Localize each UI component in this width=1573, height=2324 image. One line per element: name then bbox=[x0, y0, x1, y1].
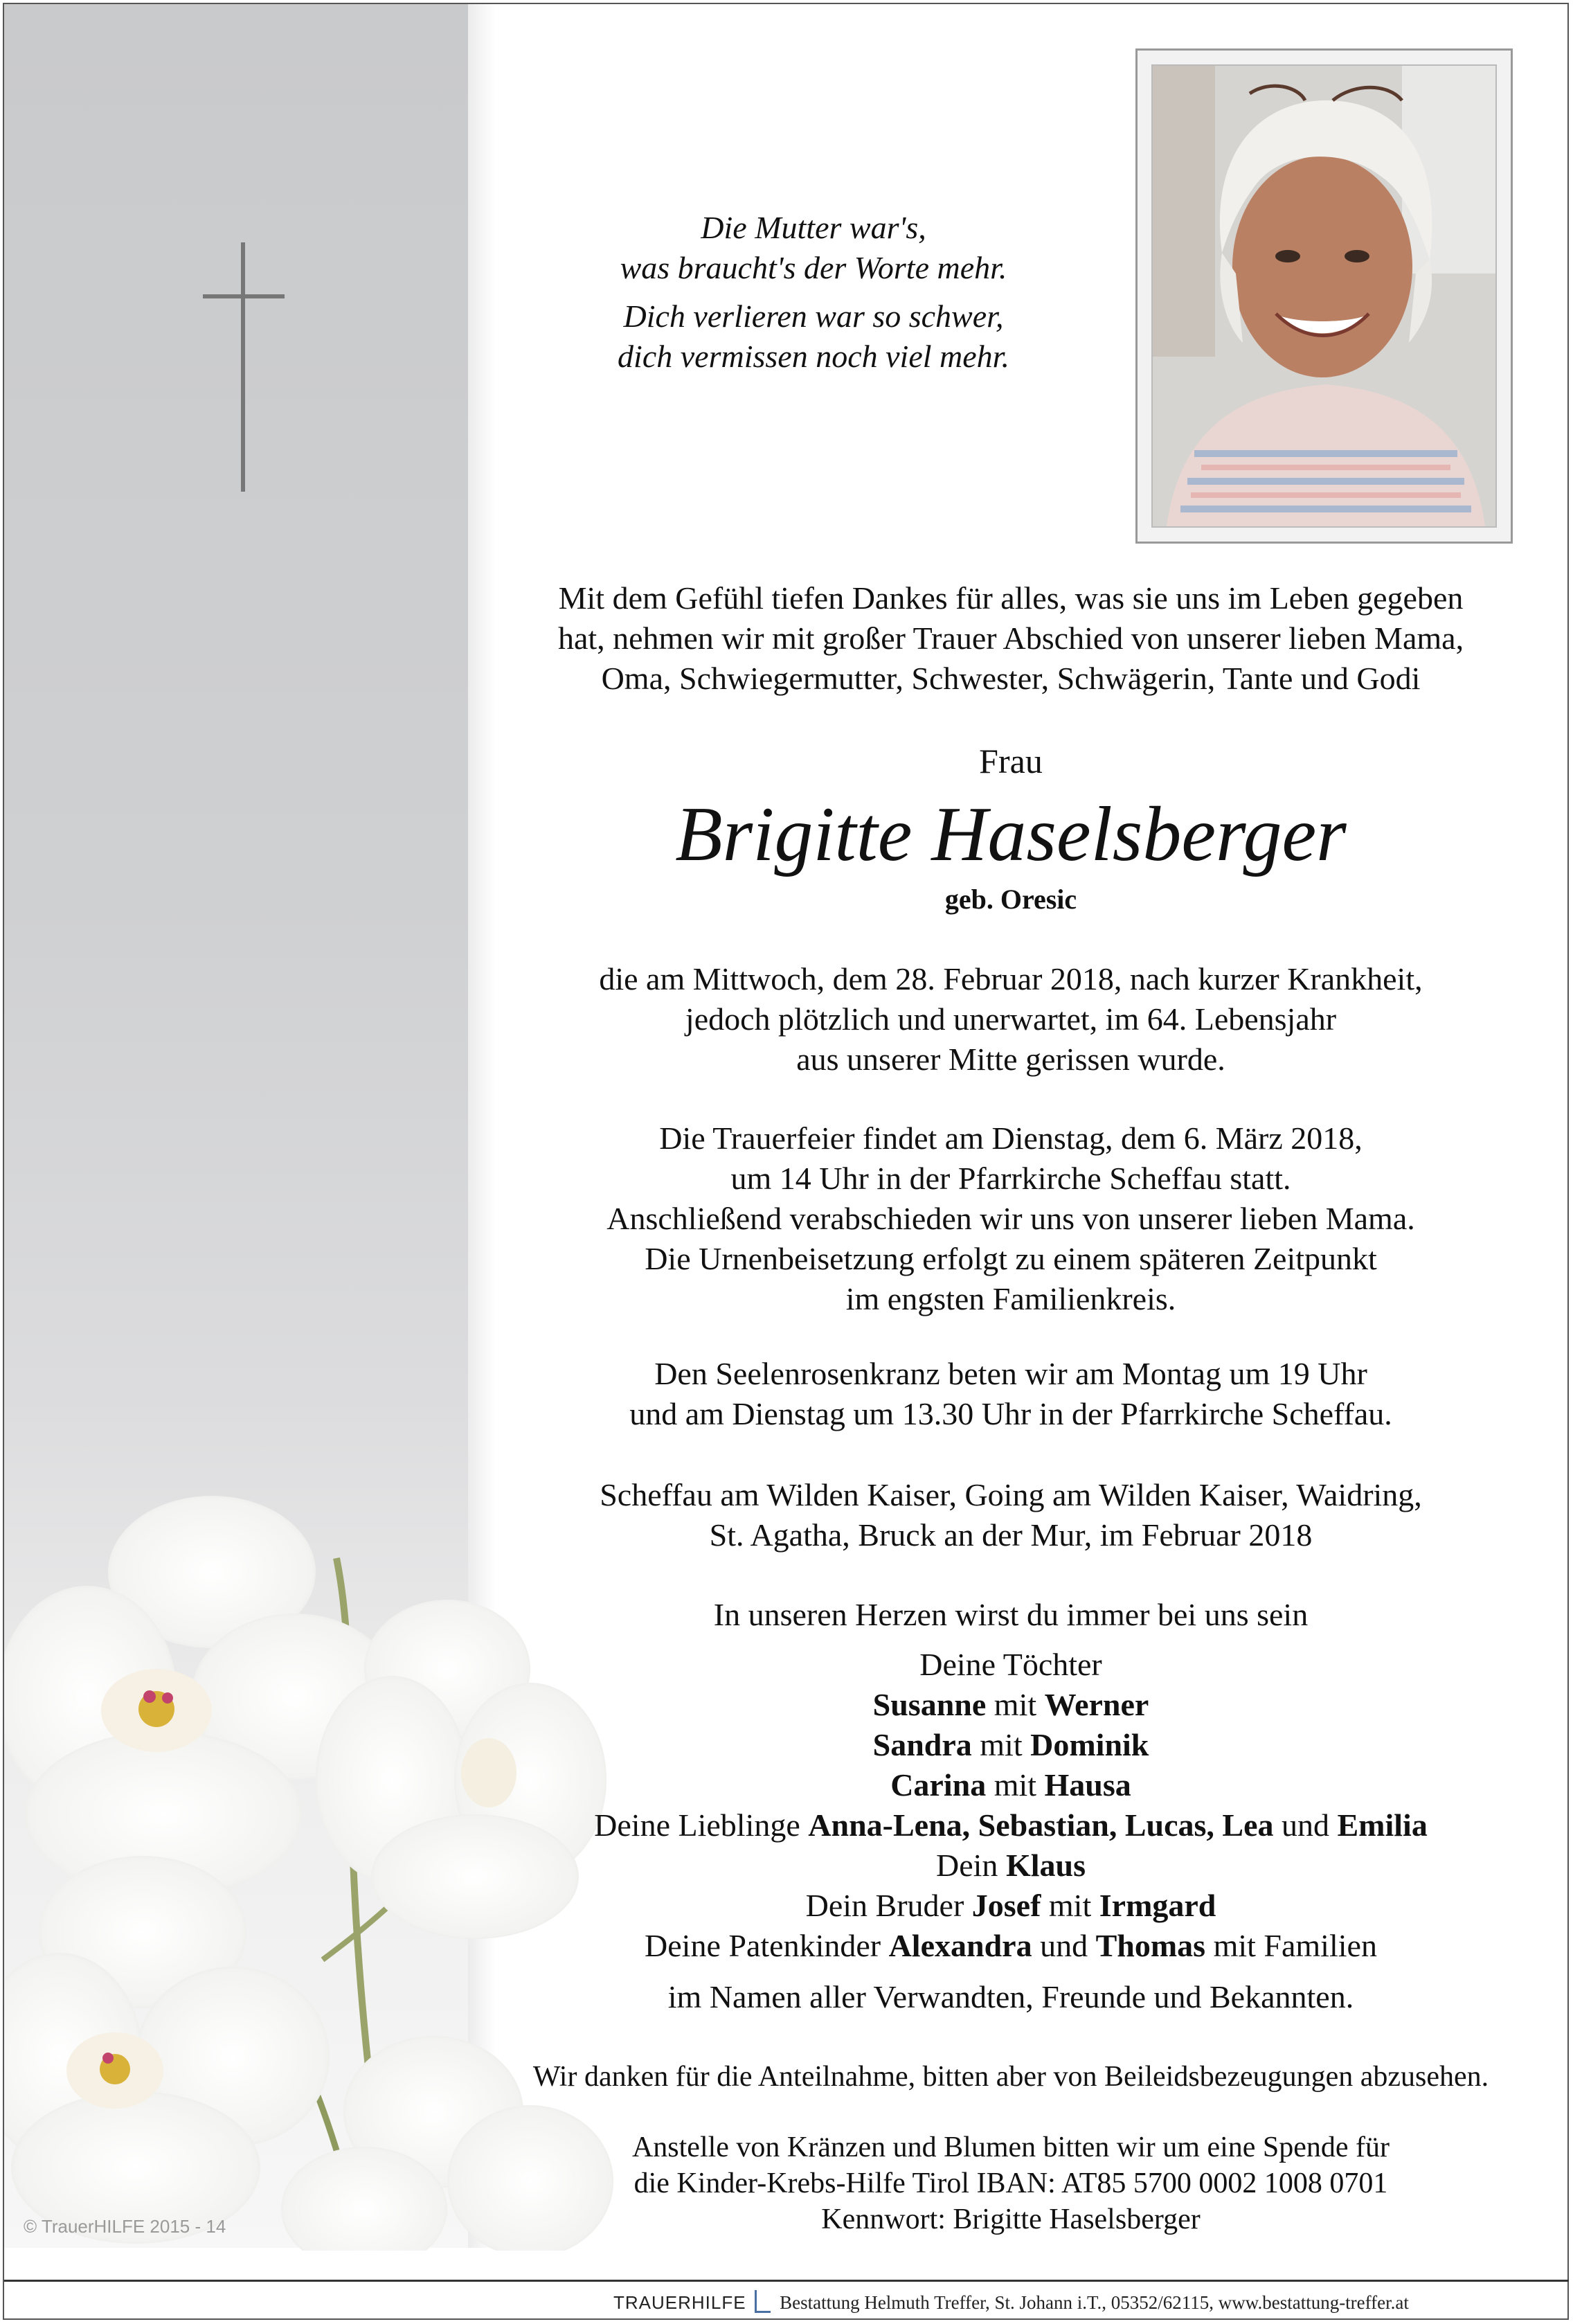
trauerhilfe-logo-icon bbox=[755, 2290, 771, 2313]
poem-stanza-1 bbox=[485, 208, 1142, 288]
footer-text bbox=[613, 2290, 1409, 2314]
rosary-line: Den Seelenrosenkranz beten wir am Montag um 19 Uhr bbox=[654, 1356, 1367, 1391]
portrait-image bbox=[1153, 66, 1495, 526]
cross-icon bbox=[241, 242, 245, 492]
rosary-line: und am Dienstag um 13.30 Uhr in der Pfarrkirche Scheffau. bbox=[629, 1396, 1392, 1431]
poem bbox=[485, 208, 1142, 385]
funeral-line: Die Urnenbeisetzung erfolgt zu einem späteren Zeitpunkt bbox=[645, 1241, 1377, 1276]
thanks-line: Wir danken für die Anteilnahme, bitten aber von Beileidsbezeugungen abzusehen. bbox=[532, 2061, 1489, 2093]
mourner-line: Deine Patenkinder Alexandra und Thomas mit Familien bbox=[645, 1928, 1377, 1963]
poem-line: Die Mutter war's, bbox=[701, 210, 926, 245]
mourner-line: Deine Lieblinge Anna-Lena, Sebastian, Lucas, Lea und Emilia bbox=[594, 1807, 1428, 1843]
poem-line: was braucht's der Worte mehr. bbox=[620, 250, 1007, 285]
footer bbox=[4, 2280, 1569, 2321]
donation-line: Kennwort: Brigitte Haselsberger bbox=[821, 2204, 1201, 2235]
intro-paragraph bbox=[485, 578, 1537, 699]
mourner-line: Dein Klaus bbox=[936, 1848, 1086, 1883]
mourner-line: Susanne mit Werner bbox=[872, 1687, 1149, 1722]
maiden-name: geb. Oresic bbox=[944, 884, 1077, 915]
portrait-frame bbox=[1135, 48, 1513, 544]
death-notice bbox=[485, 959, 1537, 1080]
funeral-line: im engsten Familienkreis. bbox=[845, 1281, 1176, 1316]
mourner-line: Sandra mit Dominik bbox=[872, 1727, 1149, 1762]
death-notice-line: jedoch plötzlich und unerwartet, im 64. Lebensjahr bbox=[685, 1001, 1337, 1037]
places bbox=[485, 1475, 1537, 1555]
places-line: Scheffau am Wilden Kaiser, Going am Wilden Kaiser, Waidring, bbox=[600, 1477, 1422, 1512]
poem-line: dich vermissen noch viel mehr. bbox=[618, 339, 1009, 374]
rosary-info bbox=[485, 1354, 1537, 1434]
donation-line: die Kinder-Krebs-Hilfe Tirol IBAN: AT85 5700 0002 1008 0701 bbox=[633, 2167, 1388, 2199]
death-notice-line: die am Mittwoch, dem 28. Februar 2018, nach kurzer Krankheit, bbox=[599, 961, 1423, 996]
funeral-line: Anschließend verabschieden wir uns von unserer lieben Mama. bbox=[606, 1201, 1415, 1236]
mourner-line: Dein Bruder Josef mit Irmgard bbox=[805, 1888, 1216, 1923]
funeral-line: Die Trauerfeier findet am Dienstag, dem 6. März 2018, bbox=[659, 1120, 1363, 1156]
funeral-line: um 14 Uhr in der Pfarrkirche Scheffau statt. bbox=[730, 1161, 1291, 1196]
intro-line: hat, nehmen wir mit großer Trauer Abschied von unserer lieben Mama, bbox=[557, 620, 1464, 656]
portrait-photo bbox=[1151, 64, 1497, 528]
cross-icon-bar bbox=[203, 294, 285, 298]
poem-stanza-2 bbox=[485, 296, 1142, 377]
donation-line: Anstelle von Kränzen und Blumen bitten wir um eine Spende für bbox=[631, 2131, 1390, 2163]
salutation: Frau bbox=[979, 742, 1043, 780]
footer-address: Bestattung Helmuth Treffer, St. Johann i.T., 05352/62115, www.bestattung-treffer.at bbox=[780, 2292, 1409, 2313]
funeral-info bbox=[485, 1118, 1537, 1319]
relatives-line: im Namen aller Verwandten, Freunde und Bekannten. bbox=[667, 1979, 1354, 2014]
intro-line: Mit dem Gefühl tiefen Dankes für alles, was sie uns im Leben gegeben bbox=[558, 580, 1464, 616]
heart-line: In unseren Herzen wirst du immer bei uns sein bbox=[713, 1597, 1309, 1632]
donation-info bbox=[485, 2129, 1537, 2237]
mourners-list bbox=[485, 1645, 1537, 2017]
deceased-name: Brigitte Haselsberger bbox=[675, 792, 1347, 877]
mourner-line: Carina mit Hausa bbox=[890, 1767, 1131, 1803]
places-line: St. Agatha, Bruck an der Mur, im Februar 2018 bbox=[709, 1517, 1313, 1553]
daughters-label: Deine Töchter bbox=[919, 1647, 1102, 1682]
copyright-text: © TrauerHILFE 2015 - 14 bbox=[24, 2216, 226, 2237]
intro-line: Oma, Schwiegermutter, Schwester, Schwägerin, Tante und Godi bbox=[601, 661, 1421, 696]
poem-line: Dich verlieren war so schwer, bbox=[623, 298, 1004, 334]
footer-brand: TRAUERHILFE bbox=[613, 2292, 746, 2313]
death-notice-line: aus unserer Mitte gerissen wurde. bbox=[796, 1042, 1225, 1077]
